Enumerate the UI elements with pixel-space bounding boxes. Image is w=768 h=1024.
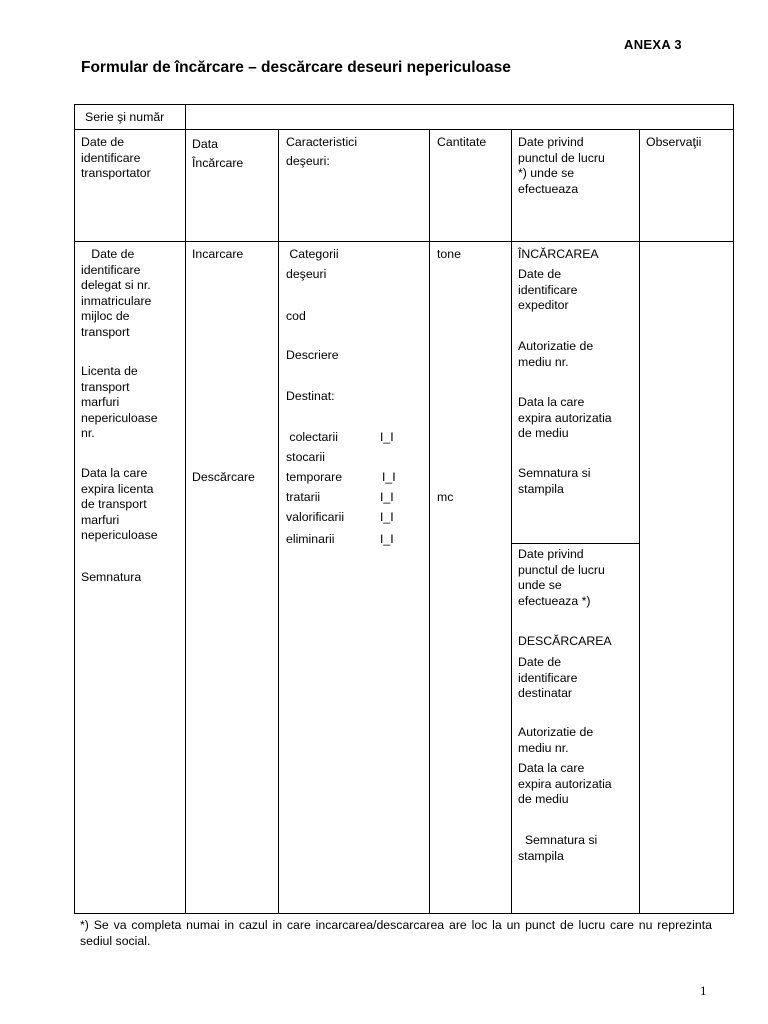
column-divider-4 <box>511 129 512 914</box>
page-number: 1 <box>700 983 707 998</box>
row-divider-header <box>74 129 734 130</box>
autorizatie-descarcare-label: Autorizatie de mediu nr. <box>518 725 594 755</box>
option-valorificarii-label: valorificarii <box>286 510 345 524</box>
page-title: Formular de încărcare – descărcare deseuri nepericuloase <box>81 59 511 76</box>
column-divider-2 <box>278 129 279 914</box>
header-transportator: Date de identificare transportator <box>81 135 151 180</box>
expeditor-label: Date de identificare expeditor <box>518 267 578 312</box>
header-caracteristici: Caracteristici <box>286 135 358 149</box>
unit-tone: tone <box>437 247 461 261</box>
table-right-border <box>733 104 734 914</box>
serie-numar-label: Serie şi număr <box>85 110 165 124</box>
semnatura-incarcare-label: Semnatura si stampila <box>518 466 591 496</box>
annex-label: ANEXA 3 <box>624 37 682 52</box>
column-divider-1 <box>185 104 186 914</box>
table-bottom-border <box>74 913 734 914</box>
data-licenta-label: Data la care expira licenta de transport marfuri nepericuloase <box>81 466 158 542</box>
expira-incarcare-label: Data la care expira autorizatia de mediu <box>518 395 612 440</box>
incarcarea-heading: ÎNCĂRCAREA <box>518 247 599 261</box>
punct-lucru-descarcare-label: Date privind punctul de lucru unde se efectueaza *) <box>518 547 605 608</box>
header-deseuri: deşeuri: <box>286 154 330 168</box>
option-tratarii-label: tratarii <box>286 490 321 504</box>
option-eliminarii-checkbox: I_I <box>380 532 394 546</box>
incarcare-label: Incarcare <box>192 247 244 261</box>
destinat-label: Destinat: <box>286 389 335 403</box>
deseuri-label: deşeuri <box>286 267 327 281</box>
option-tratarii-checkbox: I_I <box>380 490 394 504</box>
table-top-border <box>74 104 734 105</box>
cell-divider-loading-unloading <box>511 543 639 544</box>
option-colectarii-checkbox: I_I <box>380 430 394 444</box>
licenta-label: Licenta de transport marfuri nepericuloase nr. <box>81 364 158 440</box>
categorii-label: Categorii <box>286 247 339 261</box>
descarcare-label: Descărcare <box>192 470 255 484</box>
column-divider-3 <box>429 129 430 914</box>
header-observatii: Observaţii <box>646 135 702 149</box>
cod-label: cod <box>286 309 306 323</box>
descarcarea-heading: DESCĂRCAREA <box>518 634 612 648</box>
destinatar-label: Date de identificare destinatar <box>518 655 578 700</box>
option-temporare-checkbox: I_I <box>382 470 396 484</box>
header-data-incarcare: Data Încărcare <box>192 137 244 170</box>
option-colectarii-label: colectarii <box>286 430 338 444</box>
delegat-label: Date de identificare delegat si nr. inmatriculare mijloc de transport <box>81 247 152 339</box>
option-temporare-label: temporare <box>286 470 343 484</box>
header-cantitate: Cantitate <box>437 135 487 149</box>
expira-descarcare-label: Data la care expira autorizatia de mediu <box>518 761 612 806</box>
option-valorificarii-checkbox: I_I <box>380 510 394 524</box>
descriere-label: Descriere <box>286 348 339 362</box>
column-divider-5 <box>639 129 640 914</box>
option-stocarii-label: stocarii <box>286 450 325 464</box>
header-punct-lucru: Date privind punctul de lucru *) unde se efectueaza <box>518 135 605 196</box>
semnatura-descarcare-label: Semnatura si stampila <box>518 833 598 863</box>
footnote: *) Se va completa numai in cazul in care incarcarea/descarcarea are loc la un punct de lucru care nu reprezinta sediul social. <box>80 918 712 948</box>
autorizatie-incarcare-label: Autorizatie de mediu nr. <box>518 339 594 369</box>
semnatura-label: Semnatura <box>81 570 142 584</box>
option-eliminarii-label: eliminarii <box>286 532 335 546</box>
table-left-border <box>74 104 75 914</box>
unit-mc: mc <box>437 490 454 504</box>
row-divider-body <box>74 241 734 242</box>
